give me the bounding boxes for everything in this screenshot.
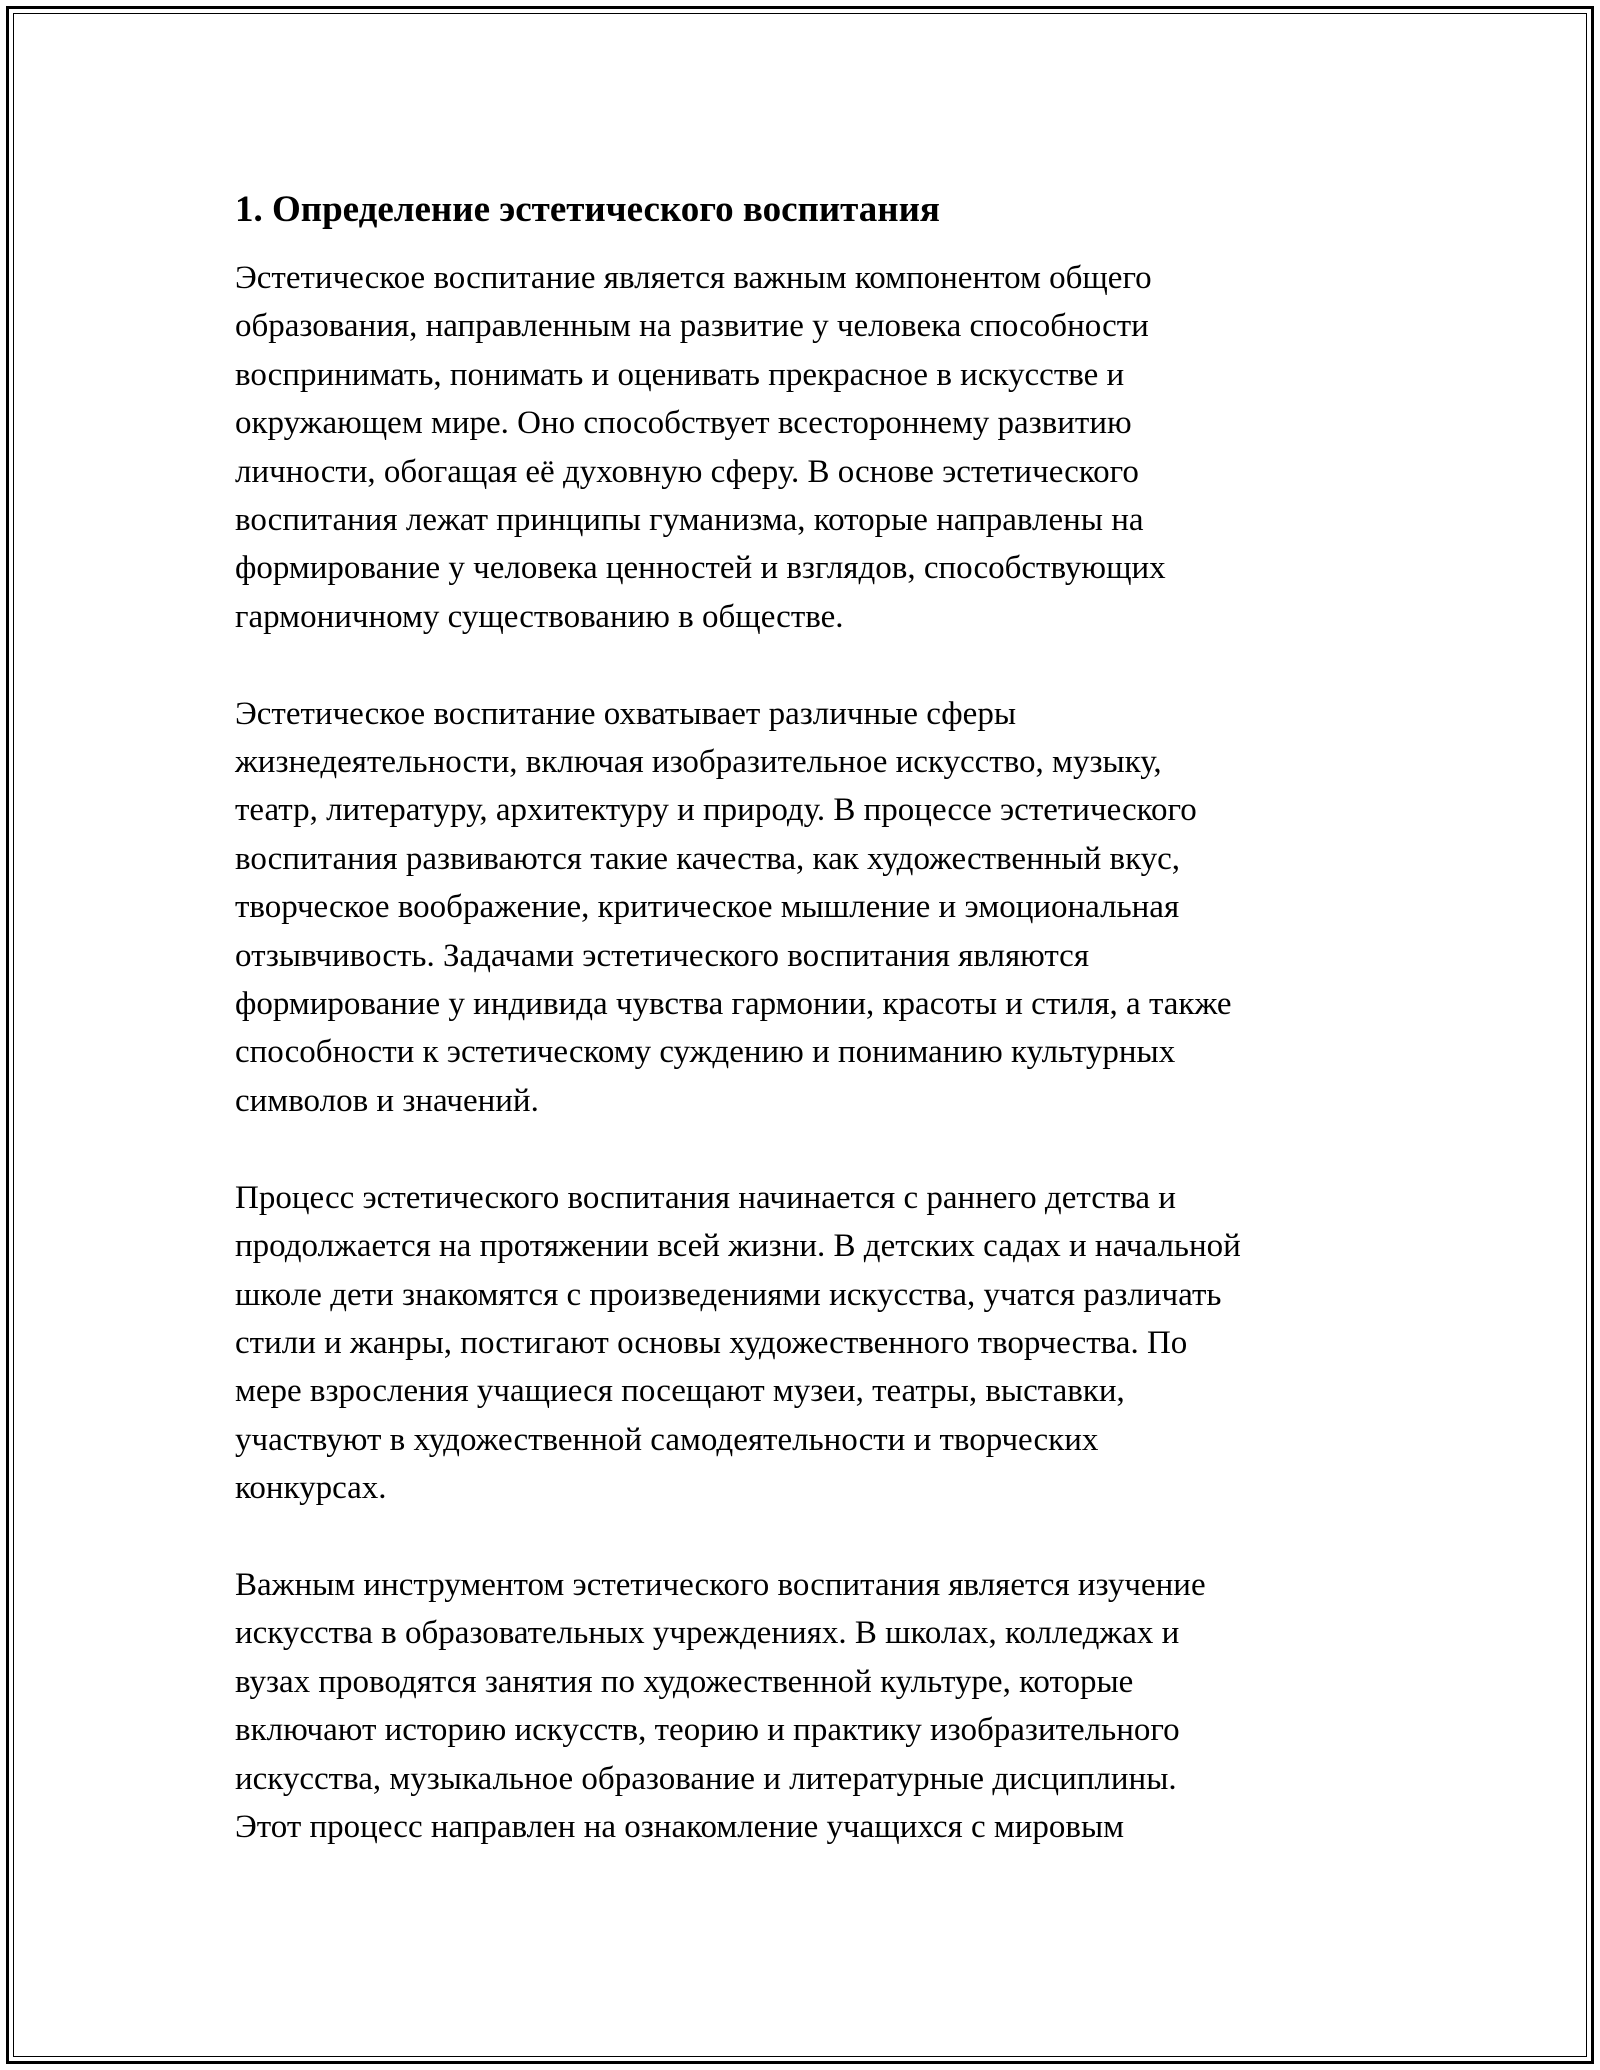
text-line: мере взросления учащиеся посещают музеи, театры, выставки, — [235, 1373, 1125, 1410]
text-line: искусства в образовательных учреждениях. В школах, колледжах и — [235, 1615, 1180, 1652]
paragraph-2 — [235, 690, 1385, 1126]
text-line: Этот процесс направлен на ознакомление учащихся с мировым — [235, 1808, 1125, 1845]
text-line: жизнедеятельности, включая изобразительное искусство, музыку, — [235, 744, 1162, 781]
text-line: Эстетическое воспитание является важным компонентом общего — [235, 260, 1152, 296]
text-line: личности, обогащая её духовную сферу. В основе эстетического — [235, 453, 1139, 490]
text-line: Эстетическое воспитание охватывает различные сферы — [235, 695, 1016, 732]
text-line: способности к эстетическому суждению и пониманию культурных — [235, 1034, 1176, 1071]
text-line: окружающем мире. Оно способствует всестороннему развитию — [235, 405, 1132, 442]
text-line: формирование у человека ценностей и взглядов, способствующих — [235, 550, 1166, 587]
text-line: воспитания лежат принципы гуманизма, которые направлены на — [235, 502, 1144, 539]
text-line: стили и жанры, постигают основы художественного творчества. По — [235, 1324, 1188, 1361]
text-line: включают историю искусств, теорию и практику изобразительного — [235, 1712, 1180, 1749]
text-line: Процесс эстетического воспитания начинается с раннего детства и — [235, 1179, 1176, 1216]
section-heading: 1. Определение эстетического воспитания — [235, 189, 940, 230]
text-line: формирование у индивида чувства гармонии, красоты и стиля, а также — [235, 986, 1232, 1023]
text-line: продолжается на протяжении всей жизни. В детских садах и начальной — [235, 1228, 1241, 1265]
text-line: гармоничному существованию в обществе. — [235, 598, 844, 635]
paragraph-3 — [235, 1174, 1385, 1513]
text-line: школе дети знакомятся с произведениями искусства, учатся различать — [235, 1276, 1222, 1313]
text-line: символов и значений. — [235, 1082, 539, 1119]
document-body — [235, 186, 1385, 1900]
text-line: театр, литературу, архитектуру и природу. В процессе эстетического — [235, 792, 1197, 829]
text-line: образования, направленным на развитие у человека способности — [235, 308, 1149, 345]
text-line: конкурсах. — [235, 1470, 387, 1507]
text-line: творческое воображение, критическое мышление и эмоциональная — [235, 889, 1180, 926]
text-line: воспринимать, понимать и оценивать прекрасное в искусстве и — [235, 356, 1125, 393]
text-line: искусства, музыкальное образование и литературные дисциплины. — [235, 1760, 1177, 1797]
paragraph-1 — [235, 254, 1385, 641]
text-line: воспитания развиваются такие качества, как художественный вкус, — [235, 840, 1181, 877]
text-line: вузах проводятся занятия по художественной культуре, которые — [235, 1663, 1134, 1700]
paragraph-4 — [235, 1561, 1385, 1851]
text-line: участвуют в художественной самодеятельности и творческих — [235, 1421, 1099, 1458]
text-line: Важным инструментом эстетического воспитания является изучение — [235, 1566, 1206, 1603]
text-line: отзывчивость. Задачами эстетического воспитания являются — [235, 937, 1090, 974]
